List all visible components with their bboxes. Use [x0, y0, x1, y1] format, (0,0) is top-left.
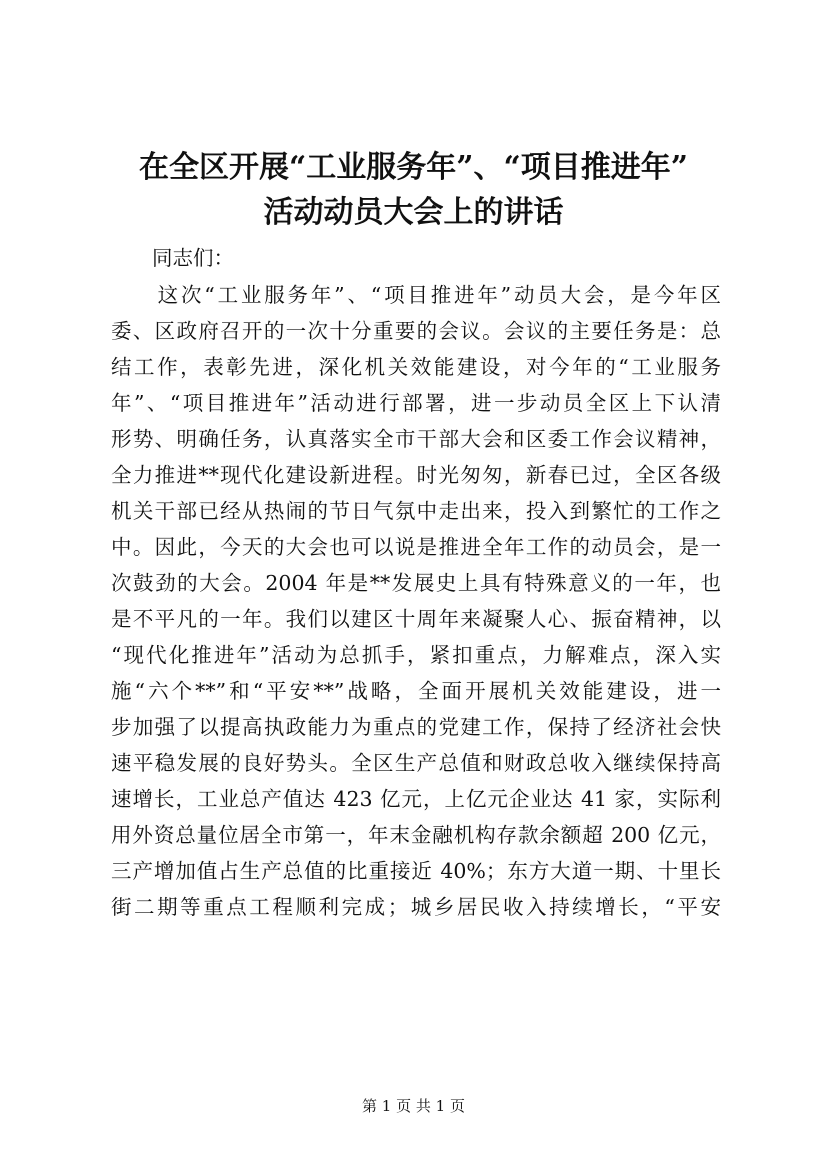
- document-title-line-2: 活动动员大会上的讲话: [263, 195, 564, 230]
- body-line: 步加强了以提高执政能力为重点的党建工作，保持了经济社会快: [111, 715, 721, 739]
- body-line: 速增长，工业总产值达 423 亿元，上亿元企业达 41 家，实际利: [111, 787, 721, 811]
- body-line: 速平稳发展的良好势头。全区生产总值和财政总收入继续保持高: [111, 751, 721, 775]
- body-line: 用外资总量位居全市第一，年末金融机构存款余额超 200 亿元，: [111, 823, 721, 847]
- body-line: 形势、明确任务，认真落实全市干部大会和区委工作会议精神，: [111, 427, 721, 451]
- body-line: 次鼓劲的大会。2004 年是**发展史上具有特殊意义的一年，也: [111, 571, 721, 595]
- document-title-line-1: 在全区开展“工业服务年”、“项目推进年”: [138, 150, 689, 185]
- body-line: “现代化推进年”活动为总抓手，紧扣重点，力解难点，深入实: [111, 643, 721, 667]
- body-line: 委、区政府召开的一次十分重要的会议。会议的主要任务是：总: [111, 319, 721, 343]
- body-line: 机关干部已经从热闹的节日气氛中走出来，投入到繁忙的工作之: [111, 499, 721, 523]
- body-line: 施“六个**”和“平安**”战略，全面开展机关效能建设，进一: [111, 679, 721, 703]
- body-line: 中。因此，今天的大会也可以说是推进全年工作的动员会，是一: [111, 535, 721, 559]
- body-line: 结工作，表彰先进，深化机关效能建设，对今年的“工业服务: [111, 355, 721, 379]
- page-number-footer: 第 1 页 共 1 页: [362, 1097, 465, 1115]
- body-line: 街二期等重点工程顺利完成；城乡居民收入持续增长，“平安: [111, 895, 721, 919]
- body-line: 年”、“项目推进年”活动进行部署，进一步动员全区上下认清: [111, 391, 721, 415]
- salutation: 同志们：: [152, 246, 234, 270]
- body-line: 三产增加值占生产总值的比重接近 40%；东方大道一期、十里长: [111, 859, 721, 883]
- body-line: 这次“工业服务年”、“项目推进年”动员大会，是今年区: [111, 283, 721, 307]
- body-line: 全力推进**现代化建设新进程。时光匆匆，新春已过，全区各级: [111, 463, 721, 487]
- body-line: 是不平凡的一年。我们以建区十周年来凝聚人心、振奋精神，以: [111, 607, 721, 631]
